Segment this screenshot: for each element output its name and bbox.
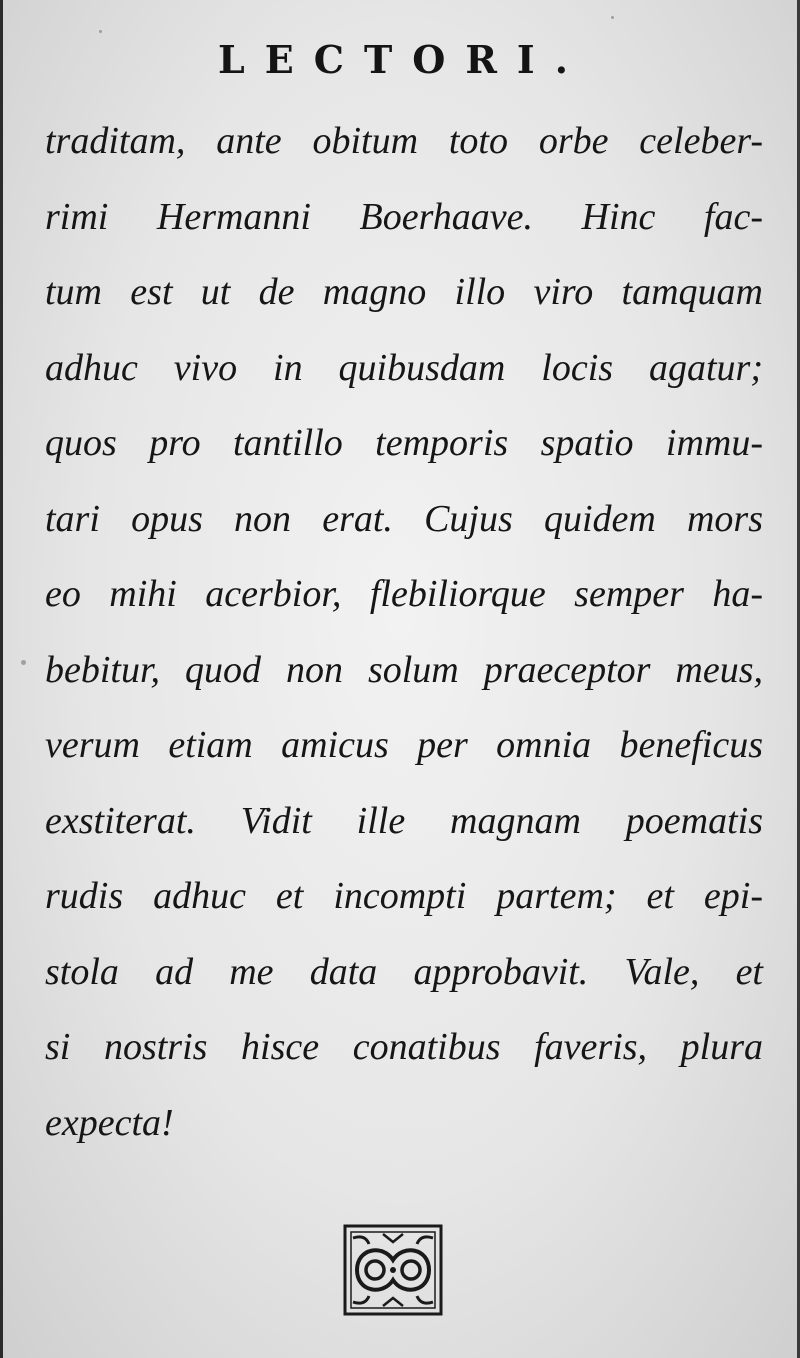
text-line: adhuc vivo in quibusdam locis agatur; [45, 346, 763, 389]
text-line: bebitur, quod non solum praeceptor meus, [45, 648, 763, 691]
body-text [45, 104, 763, 1161]
paper-speck [21, 660, 26, 665]
text-line: traditam, ante obitum toto orbe celeber- [45, 120, 763, 162]
paper-speck [611, 16, 614, 19]
page-heading: LECTORI. [218, 37, 588, 82]
text-line: rudis adhuc et incompti partem; et epi- [45, 875, 763, 917]
paper-speck [99, 30, 102, 33]
text-line: expecta! [45, 1101, 174, 1144]
text-line: eo mihi acerbior, flebiliorque semper ha- [45, 573, 763, 615]
text-line: si nostris hisce conatibus faveris, plura [45, 1026, 763, 1068]
text-line: exstiterat. Vidit ille magnam poematis [45, 799, 763, 842]
text-line: tum est ut de magno illo viro tamquam [45, 271, 763, 313]
text-line: rimi Hermanni Boerhaave. Hinc fac- [45, 195, 763, 238]
text-line: verum etiam amicus per omnia beneficus [45, 724, 763, 766]
text-line: tari opus non erat. Cujus quidem mors [45, 497, 763, 540]
printer-ornament-icon [343, 1224, 443, 1316]
text-line: quos pro tantillo temporis spatio immu- [45, 422, 763, 464]
text-line: stola ad me data approbavit. Vale, et [45, 950, 763, 993]
